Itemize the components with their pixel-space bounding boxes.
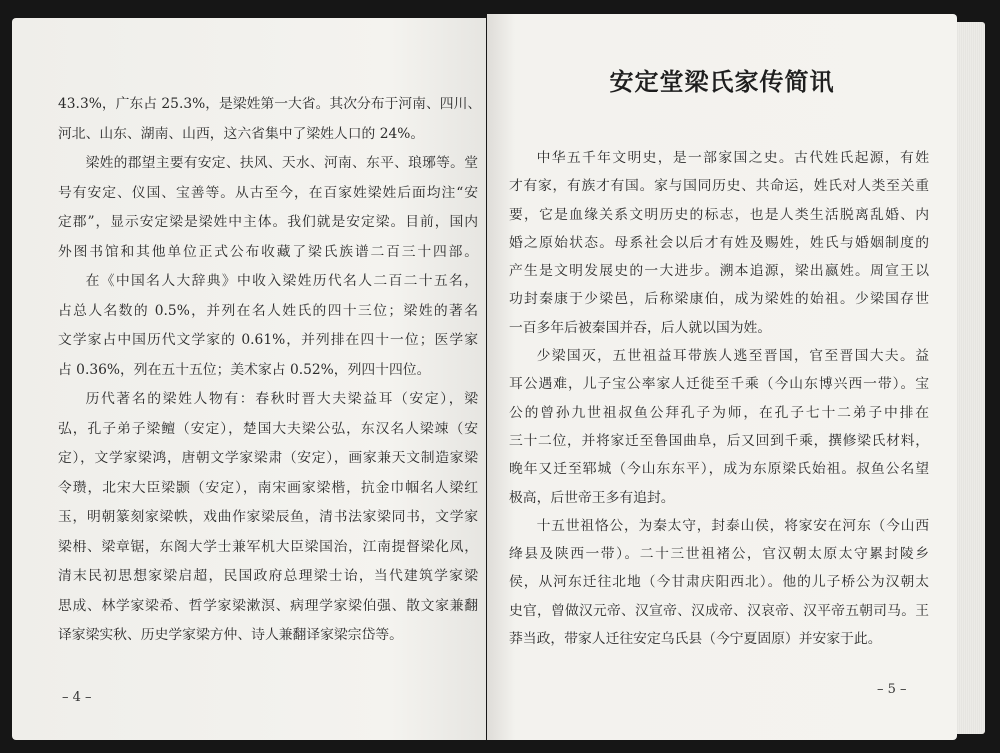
text-line: 才有家，有族才有国。家与国同历史、共命运，姓氏对人类至关重: [509, 178, 929, 195]
text-line: 历代著名的梁姓人物有：春秋时晋大夫梁益耳（安定），梁: [85, 391, 478, 407]
text-line: 思成、林学家梁希、哲学家梁漱溟、病理学家梁伯强、散文家兼翻: [58, 597, 478, 614]
text-line: 侯，从河东迁往北地（今甘肃庆阳西北）。他的儿子桥公为汉朝太: [509, 574, 929, 591]
text-line: 一百多年后被秦国并吞，后人就以国为姓。: [509, 319, 772, 336]
text-line: 史官，曾做汉元帝、汉宣帝、汉成帝、汉哀帝、汉平帝五朝司马。王: [509, 602, 929, 619]
text-line: 晚年又迁至郓城（今山东东平），成为东原梁氏始祖。叔鱼公名望: [509, 461, 929, 478]
text-line: 弘，孔子弟子梁鳣（安定），楚国大夫梁公弘，东汉名人梁竦（安: [58, 420, 478, 437]
right-page-body: [509, 144, 929, 653]
text-line: 莽当政，带家人迁往安定乌氏县（今宁夏固原）并安家于此。: [509, 631, 882, 648]
text-line: 号有安定、仪国、宝善等。从古至今，在百家姓梁姓后面均注“安: [58, 184, 478, 201]
left-page: [12, 18, 486, 740]
text-line: 占总人名数的 0.5%，并列在名人姓氏的四十三位；梁姓的著名: [58, 302, 478, 319]
right-page: [487, 14, 957, 740]
text-line: 绛县及陕西一带）。二十三世祖褚公，官汉朝太原太守累封陵乡: [509, 546, 929, 563]
left-page-body: [58, 90, 482, 651]
text-line: 产生是文明发展史的一大进步。溯本追源，梁出嬴姓。周宣王以: [509, 263, 929, 280]
text-line: 定郡”，显示安定梁是梁姓中主体。我们就是安定梁。目前，国内: [58, 214, 478, 230]
text-line: 耳公遇难，儿子宝公率家人迁徙至千乘（今山东博兴西一带）。宝: [509, 376, 929, 393]
text-line: 梁姓的郡望主要有安定、扶风、天水、河南、东平、琅琊等。堂: [85, 155, 478, 171]
text-line: 在《中国名人大辞典》中收入梁姓历代名人二百二十五名，: [85, 273, 478, 289]
text-line: 公的曾孙九世祖叔鱼公拜孔子为师，在孔子七十二弟子中排在: [509, 404, 929, 421]
page-number-left: – 4 –: [62, 690, 92, 705]
text-line: 文学家占中国历代文学家的 0.61%，并列排在四十一位；医学家: [58, 332, 478, 348]
text-line: 令瓒，北宋大臣梁颢（安定），南宋画家梁楷，抗金巾帼名人梁红: [58, 479, 478, 496]
text-line: 定），文学家梁鸿，唐朝文学家梁肃（安定），画家兼天文制造家梁: [58, 450, 478, 466]
text-line: 译家梁实秋、历史学家梁方仲、诗人兼翻译家梁宗岱等。: [58, 627, 403, 643]
text-line: 极高，后世帝王多有追封。: [509, 489, 675, 506]
chapter-title: 安定堂梁氏家传简讯: [609, 67, 835, 96]
text-line: 玉，明朝篆刻家梁帙，戏曲作家梁辰鱼，清书法家梁同书，文学家: [58, 509, 478, 525]
text-line: 婚之原始状态。母系社会以后才有姓及赐姓，姓氏与婚姻制度的: [509, 234, 929, 251]
page-edges: [957, 22, 985, 734]
text-line: 梁枏、梁章锯，东阁大学士兼军机大臣梁国治，江南提督梁化凤，: [58, 538, 478, 555]
text-line: 十五世祖恪公，为秦太守，封泰山侯，将家安在河东（今山西: [536, 517, 929, 534]
text-line: 中华五千年文明史，是一部家国之史。古代姓氏起源，有姓: [536, 150, 929, 166]
text-line: 功封秦康于少梁邑，后称梁康伯，成为梁姓的始祖。少梁国存世: [509, 291, 929, 308]
text-line: 43.3%，广东占 25.3%，是梁姓第一大省。其次分布于河南、四川、: [58, 96, 482, 112]
text-line: 占 0.36%，列在五十五位；美术家占 0.52%，列四十四位。: [58, 361, 431, 378]
text-line: 外图书馆和其他单位正式公布收藏了梁氏族谱二百三十四部。: [58, 243, 478, 260]
text-line: 三十二位，并将家迁至鲁国曲阜，后又回到千乘，撰修梁氏材料，: [509, 432, 929, 449]
text-line: 清末民初思想家梁启超，民国政府总理梁士诒，当代建筑学家梁: [58, 568, 478, 584]
page-number-right: – 5 –: [877, 682, 907, 697]
text-line: 河北、山东、湖南、山西，这六省集中了梁姓人口的 24%。: [58, 125, 425, 142]
text-line: 要，它是血缘关系文明历史的标志，也是人类生活脱离乱婚、内: [509, 206, 929, 223]
text-line: 少梁国灭，五世祖益耳带族人逃至晋国，官至晋国大夫。益: [536, 348, 929, 365]
